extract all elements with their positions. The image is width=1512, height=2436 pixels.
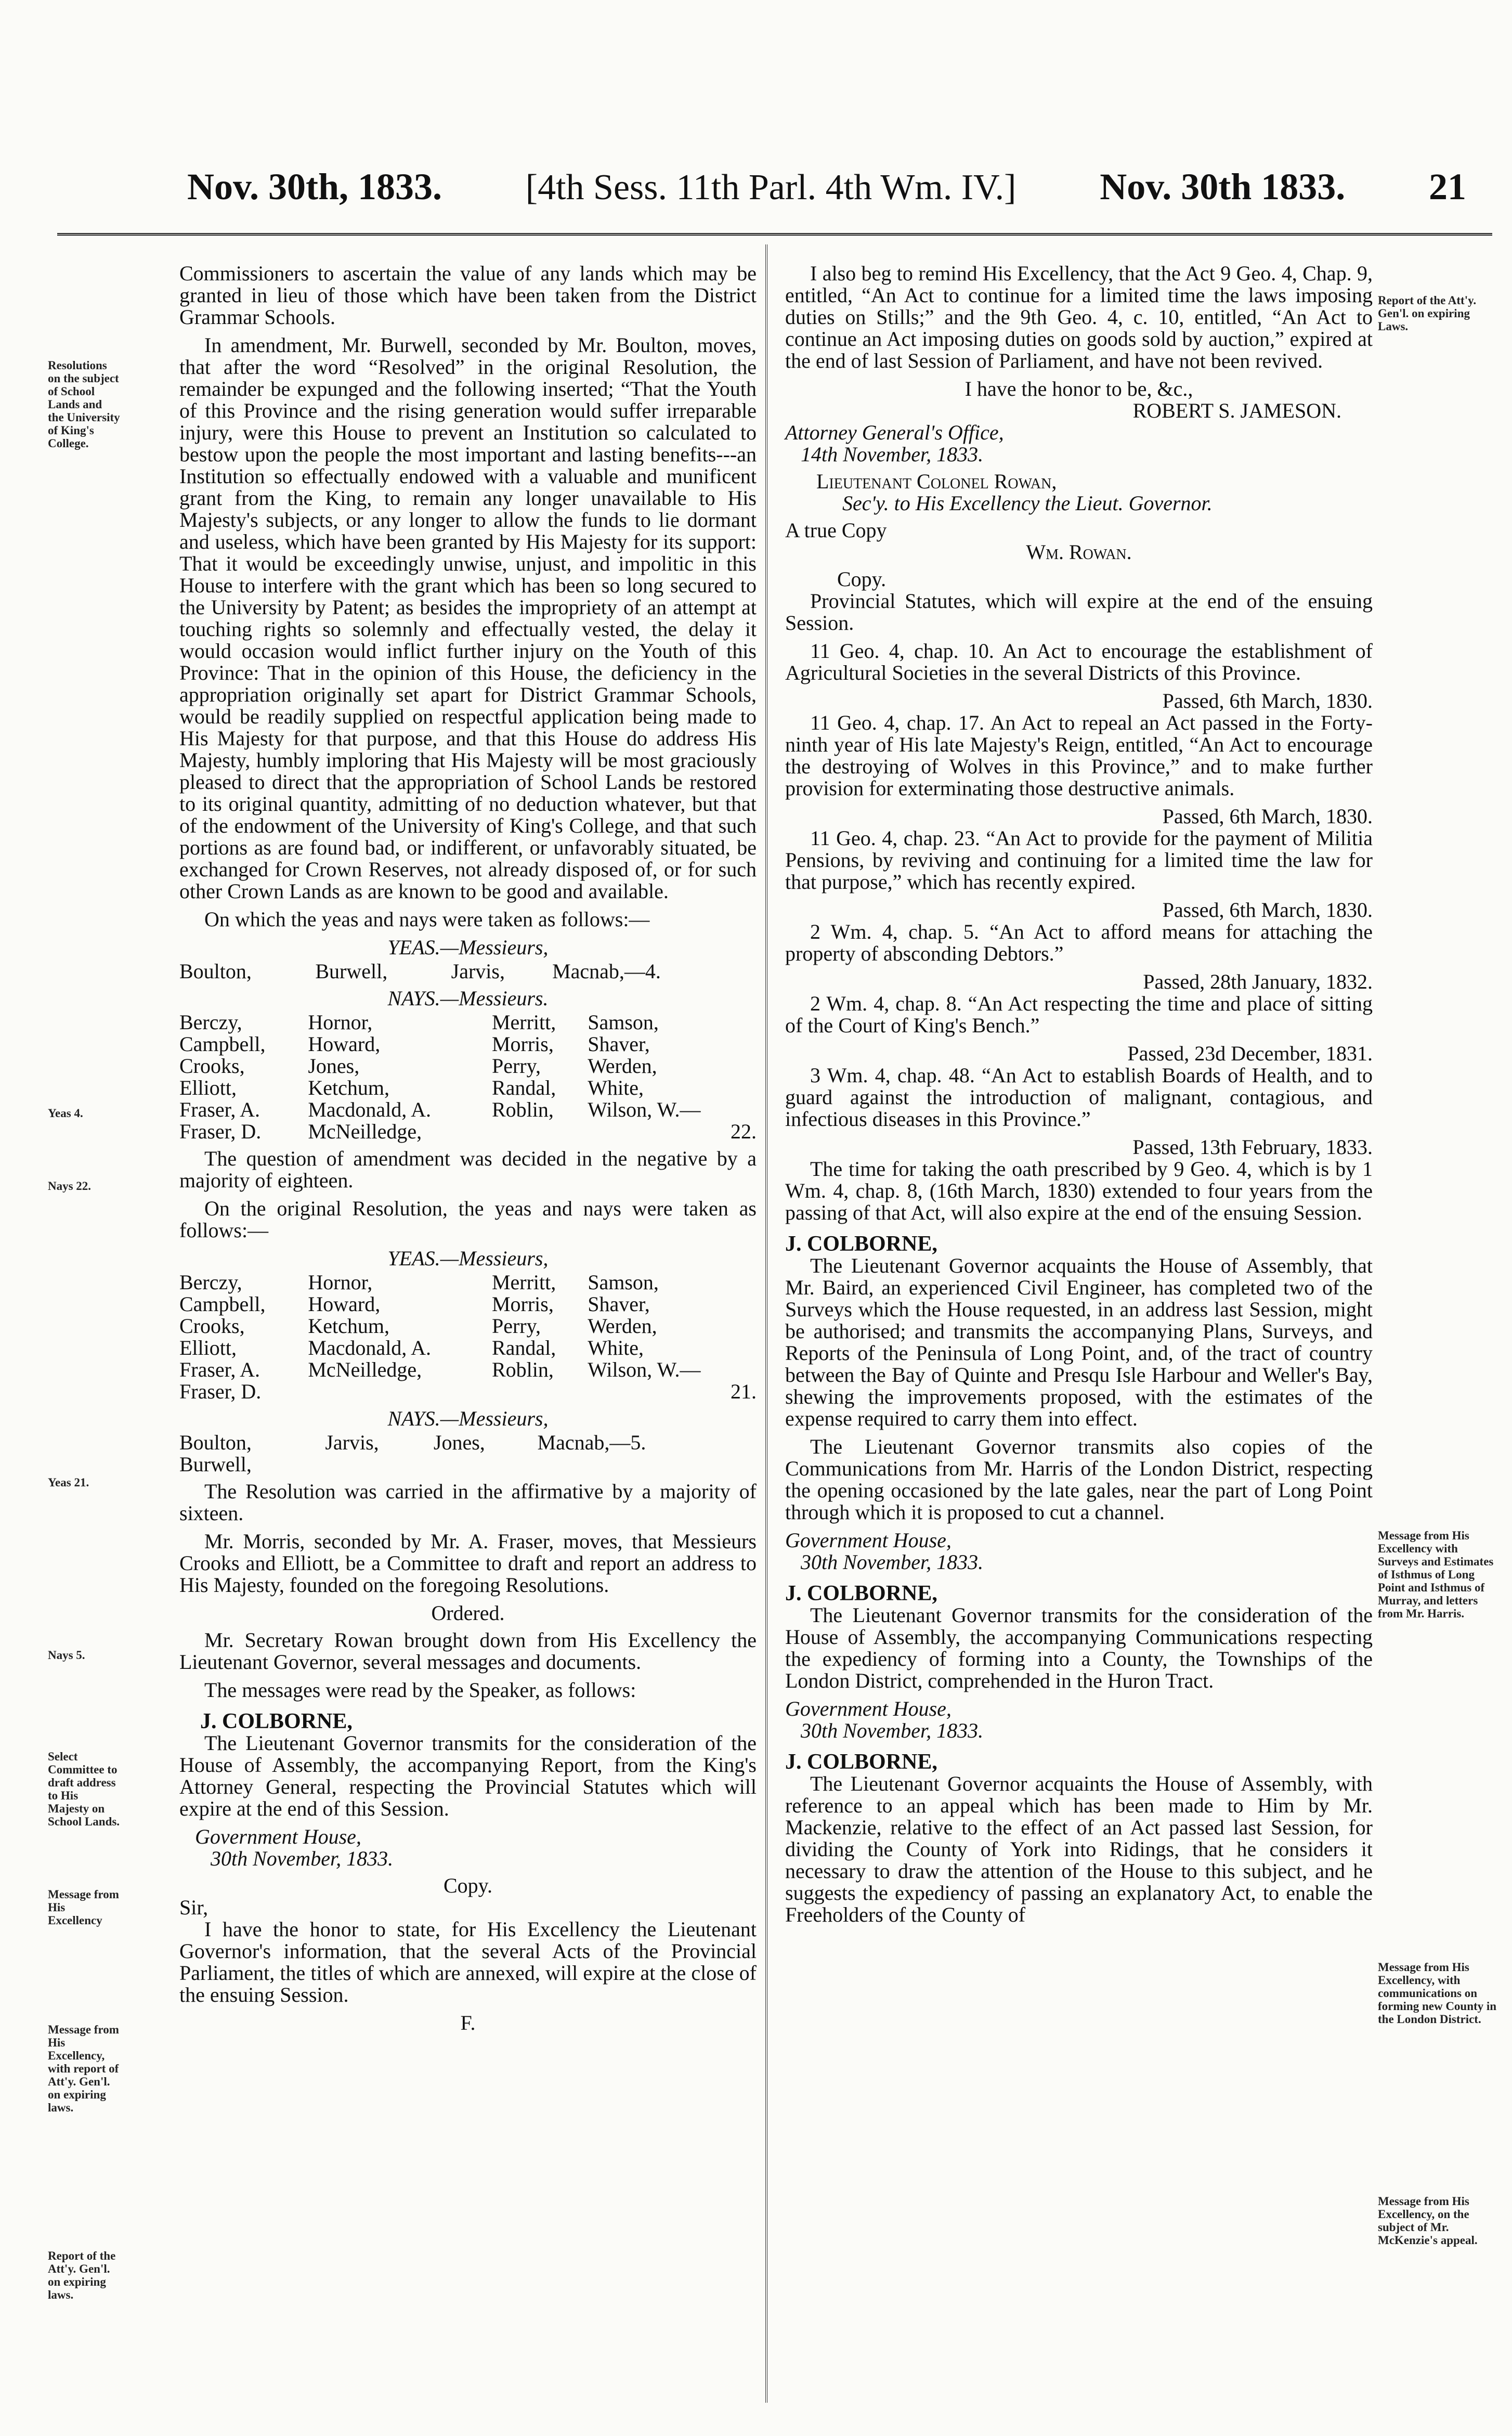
- vote-table: [179, 961, 757, 982]
- margin-note: Message from His Excellency, with report of Att'y. Gen'l. on expiring laws.: [48, 2023, 119, 2114]
- vote-name: Jarvis,: [325, 1431, 379, 1454]
- paragraph: I also beg to remind His Excellency, that the Act 9 Geo. 4, Chap. 9, entitled, “An Act to continue for a limited time the laws imposing duties on Stills;” and the 9th Geo. 4, c. 10, entitled, “An Act to continue an Act imposing duties on goods sold by auction,” expired at the end of last Session of Parliament, and have not been revived.: [785, 262, 1373, 372]
- margin-note: Message from His Excellency with Surveys and Estimates of Isthmus of Long Point and Isthmus of Murray, and letters from Mr. Harris.: [1378, 1529, 1494, 1620]
- vote-name: Boulton,: [179, 1431, 252, 1454]
- vote-name: Jones,: [308, 1054, 360, 1078]
- table-row: [179, 1454, 757, 1475]
- vote-name: McNeilledge,: [308, 1120, 422, 1143]
- place: Government House,: [785, 1528, 951, 1552]
- header-date-right: Nov. 30th 1833.: [1100, 166, 1346, 208]
- vote-name: [308, 1381, 492, 1403]
- vote-name: Hornor,: [308, 1271, 373, 1294]
- right-column: [785, 263, 1373, 1932]
- act-entry: 2 Wm. 4, chap. 5. “An Act to afford means for attaching the property of absconding Debtors.”: [785, 920, 1373, 965]
- vote-name: Campbell,: [179, 1292, 266, 1316]
- date: 30th November, 1833.: [801, 1719, 984, 1742]
- vote-name: Burwell,: [315, 960, 388, 983]
- table-row: [179, 1359, 757, 1381]
- left-column: [179, 263, 757, 2034]
- date: 30th November, 1833.: [801, 1550, 984, 1574]
- vote-name: Ketchum,: [308, 1076, 389, 1099]
- vote-name: Fraser, A.: [179, 1358, 260, 1381]
- vote-name: Campbell,: [179, 1032, 266, 1056]
- paragraph: The Lieutenant Governor transmits for the consideration of the House of Assembly, the accompanying Report, from the King's Attorney General, respecting the Provincial Statutes which will expire at the end of this Session.: [179, 1731, 757, 1820]
- table-row: [179, 1381, 757, 1403]
- vote-name: [492, 1381, 588, 1403]
- vote-name: Ketchum,: [308, 1314, 389, 1338]
- header-date-left: Nov. 30th, 1833.: [187, 166, 442, 208]
- vote-name: Jarvis,: [451, 960, 505, 983]
- paragraph: Provincial Statutes, which will expire at the end of the ensuing Session.: [785, 589, 1373, 634]
- vote-name: Fraser, D.: [179, 1380, 262, 1403]
- vote-name: Shaver,: [588, 1292, 650, 1316]
- vote-heading: NAYS.—Messieurs,: [387, 1407, 549, 1430]
- vote-name: Jones,: [433, 1431, 485, 1454]
- table-row: [179, 1012, 757, 1033]
- paragraph: The Lieutenant Governor transmits for the consideration of the House of Assembly, the accompanying Communications respecting the expediency of forming into a County, the Townships of the London District, comprehended in the Huron Tract.: [785, 1603, 1373, 1692]
- paragraph: The Lieutenant Governor transmits also copies of the Communications from Mr. Harris of the London District, respecting the opening occasioned by the late gales, near the part of Long Point through which it is proposed to cut a channel.: [785, 1435, 1373, 1524]
- signature: J. COLBORNE,: [785, 1582, 937, 1605]
- table-row: [179, 1293, 757, 1315]
- act-entry: 3 Wm. 4, chap. 48. “An Act to establish Boards of Health, and to guard against the introduction of malignant, contagious, and infectious diseases in this Province.”: [785, 1064, 1373, 1131]
- paragraph: The Resolution was carried in the affirmative by a majority of sixteen.: [179, 1480, 757, 1525]
- act-passed: Passed, 13th February, 1833.: [1132, 1135, 1373, 1159]
- margin-note: Select Committee to draft address to His Majesty on School Lands.: [48, 1750, 120, 1828]
- vote-name: Morris,: [491, 1032, 554, 1056]
- paragraph: The question of amendment was decided in the negative by a majority of eighteen.: [179, 1147, 757, 1192]
- vote-heading: NAYS.—Messieurs.: [387, 987, 549, 1010]
- vote-table: [179, 1012, 757, 1143]
- addressee-title: Sec'y. to His Excellency the Lieut. Governor.: [842, 491, 1213, 515]
- act-passed: Passed, 23d December, 1831.: [1127, 1042, 1373, 1065]
- place: Attorney General's Office,: [785, 421, 1004, 444]
- table-row: [179, 1033, 757, 1055]
- vote-total: 22.: [731, 1120, 757, 1143]
- margin-note: Nays 22.: [48, 1180, 92, 1193]
- vote-name: Samson,: [588, 1271, 659, 1294]
- vote-name: McNeilledge,: [308, 1358, 422, 1381]
- salutation: Sir,: [179, 1896, 208, 1919]
- signature: J. COLBORNE,: [785, 1750, 937, 1774]
- vote-name: Macnab,—4.: [552, 960, 661, 983]
- true-copy: A true Copy: [785, 519, 887, 542]
- vote-name: Roblin,: [491, 1358, 554, 1381]
- paragraph: Commissioners to ascertain the value of any lands which may be granted in lieu of those which have been taken from the District Grammar Schools.: [179, 262, 757, 329]
- vote-name: Crooks,: [179, 1314, 245, 1338]
- closing: I have the honor to be, &c.,: [964, 377, 1193, 400]
- margin-note: Message from His Excellency, with communications on forming new County in the London District.: [1378, 1961, 1497, 2026]
- vote-name: Elliott,: [179, 1336, 237, 1359]
- header-session: [4th Sess. 11th Parl. 4th Wm. IV.]: [525, 167, 1016, 208]
- vote-name: Elliott,: [179, 1076, 237, 1099]
- paragraph: The time for taking the oath prescribed by 9 Geo. 4, which is by 1 Wm. 4, chap. 8, (16th March, 1830) extended to four years from the passing of that Act, will also expire at the end of the ensuing Session.: [785, 1157, 1373, 1224]
- margin-note: Message from His Excellency, on the subject of Mr. McKenzie's appeal.: [1378, 2195, 1478, 2247]
- vote-name: Merritt,: [491, 1010, 556, 1034]
- vote-table: [179, 1432, 757, 1475]
- table-row: [179, 1055, 757, 1077]
- paragraph: On the original Resolution, the yeas and nays were taken as follows:—: [179, 1197, 757, 1242]
- table-row: [179, 1315, 757, 1337]
- table-row: [179, 1432, 757, 1454]
- vote-name: Wilson, W.—: [588, 1098, 701, 1121]
- act-entry: 2 Wm. 4, chap. 8. “An Act respecting the time and place of sitting of the Court of King's Bench.”: [785, 992, 1373, 1037]
- vote-table: [179, 1272, 757, 1403]
- column-divider: [765, 244, 767, 2403]
- table-row: [179, 961, 757, 982]
- signature: J. COLBORNE,: [785, 1232, 937, 1256]
- vote-name: Macdonald, A.: [308, 1098, 431, 1121]
- vote-name: Wilson, W.—: [588, 1358, 701, 1381]
- paragraph: On which the yeas and nays were taken as follows:—: [204, 908, 650, 931]
- footer-mark: F.: [460, 2011, 476, 2035]
- vote-name: [492, 1121, 588, 1143]
- paragraph: The messages were read by the Speaker, as follows:: [204, 1678, 636, 1702]
- margin-note: Report of the Att'y. Gen'l. on expiring laws.: [48, 2249, 116, 2301]
- table-row: [179, 1077, 757, 1099]
- act-entry: 11 Geo. 4, chap. 10. An Act to encourage the establishment of Agricultural Societies in the several Districts of this Province.: [785, 639, 1373, 684]
- vote-name: Berczy,: [179, 1271, 242, 1294]
- vote-name: Fraser, A.: [179, 1098, 260, 1121]
- vote-name: White,: [588, 1336, 644, 1359]
- act-entry: 11 Geo. 4, chap. 17. An Act to repeal an Act passed in the Forty-ninth year of His late Majesty's Reign, entitled, “An Act to encourage the destroying of Wolves in this Province,” and to make further provision for exterminating those destructive animals.: [785, 711, 1373, 800]
- page-header: [78, 165, 1482, 212]
- vote-name: Samson,: [588, 1010, 659, 1034]
- vote-name: White,: [588, 1076, 644, 1099]
- paragraph: The Lieutenant Governor acquaints the House of Assembly, with reference to an appeal which has been made to Him by Mr. Mackenzie, relative to the effect of an Act passed last Session, for dividing the County of York into Ridings, that he considers it necessary to draw the attention of the House to this subject, and he suggests the expediency of passing an explanatory Act, to enable the Freeholders of the County of: [785, 1772, 1373, 1926]
- table-row: [179, 1337, 757, 1359]
- act-passed: Passed, 6th March, 1830.: [1162, 898, 1373, 922]
- paragraph: I have the honor to state, for His Excellency the Lieutenant Governor's information, that the several Acts of the Provincial Parliament, the titles of which are annexed, will expire at the close of the ensuing Session.: [179, 1917, 757, 2006]
- vote-heading: YEAS.—Messieurs,: [387, 1247, 549, 1270]
- vote-name: Fraser, D.: [179, 1120, 262, 1143]
- vote-name: Macdonald, A.: [308, 1336, 431, 1359]
- ordered: Ordered.: [431, 1601, 505, 1625]
- paragraph: Mr. Secretary Rowan brought down from His Excellency the Lieutenant Governor, several messages and documents.: [179, 1628, 757, 1674]
- vote-name: Howard,: [308, 1292, 381, 1316]
- paragraph: In amendment, Mr. Burwell, seconded by Mr. Boulton, moves, that after the word “Resolved” in the original Resolution, the remainder be expunged and the following inserted; “That the Youth of this Province and the rising generation would suffer irreparable injury, were this House to prevent an Institution so calculated to bestow upon the people the most important and lasting benefits---an Institution so effectually endowed with a valuable and munificent grant from the King, to remain any longer unavailable to His Majesty's subjects, or any longer to allow the funds to lie dormant and useless, which have been granted by His Majesty for its support: That it would be exceedingly unwise, unjust, and impolitic in this House to interfere with the grant which has been so long secured to the University by Patent; as besides the impropriety of an attempt at touching rights so solemnly and effectually vested, the delay it would occasion would inflict further injury on the Youth of this Province: That in the opinion of this House, the deficiency in the appropriation originally set apart for District Grammar Schools, would be readily supplied on respectful application being made to His Majesty for that purpose, and that this House do address His Majesty, humbly imploring that His Majesty will be most graciously pleased to direct that the appropriation of School Lands be restored to its original quantity, admitting of no deduction whatever, but that of the endowment of the University of King's College, and that such portions as are found bad, or indifferent, or unfavorably situated, be exchanged for Crown Reserves, not already disposed of, or for such other Crown Lands as are known to be good and available.: [179, 333, 757, 903]
- vote-name: Shaver,: [588, 1032, 650, 1056]
- vote-name: Burwell,: [179, 1453, 252, 1476]
- date: 30th November, 1833.: [211, 1847, 394, 1870]
- copy-label: Copy.: [837, 567, 887, 591]
- vote-name: Randal,: [491, 1076, 556, 1099]
- table-row: [179, 1121, 757, 1143]
- margin-note: Nays 5.: [48, 1649, 85, 1662]
- header-rule: [57, 233, 1492, 236]
- vote-name: Roblin,: [491, 1098, 554, 1121]
- paragraph: The Lieutenant Governor acquaints the House of Assembly, that Mr. Baird, an experienced Civil Engineer, has completed two of the Surveys which the House requested, in an address last Session, might be authorised; and transmits the accompanying Plans, Surveys, and Reports of the Peninsula of Long Point, and, of the tract of country between the Bay of Quinte and Presqu Isle Harbour and Weller's Bay, shewing the improvements proposed, with the estimates of the expense required to carry them into effect.: [785, 1254, 1373, 1430]
- signature: J. COLBORNE,: [200, 1709, 353, 1733]
- margin-note: Report of the Att'y. Gen'l. on expiring Laws.: [1378, 294, 1477, 333]
- paragraph: Mr. Morris, seconded by Mr. A. Fraser, moves, that Messieurs Crooks and Elliott, be a Committee to draft and report an address to His Majesty, founded on the foregoing Resolutions.: [179, 1530, 757, 1597]
- vote-name: Perry,: [491, 1314, 541, 1338]
- vote-name: Randal,: [491, 1336, 556, 1359]
- margin-note: Yeas 21.: [48, 1476, 89, 1489]
- act-entry: 11 Geo. 4, chap. 23. “An Act to provide for the payment of Militia Pensions, by reviving and continuing for a limited time the law for that purpose,” which has recently expired.: [785, 826, 1373, 893]
- table-row: [179, 1272, 757, 1293]
- vote-heading: YEAS.—Messieurs,: [387, 936, 549, 959]
- vote-name: Boulton,: [179, 960, 252, 983]
- margin-note: Message from His Excellency: [48, 1888, 119, 1927]
- copy-label: Copy.: [443, 1874, 493, 1897]
- margin-note: Yeas 4.: [48, 1107, 83, 1120]
- vote-name: Hornor,: [308, 1010, 373, 1034]
- act-passed: Passed, 6th March, 1830.: [1162, 689, 1373, 712]
- table-row: [179, 1099, 757, 1121]
- vote-name: Werden,: [588, 1054, 657, 1078]
- place: Government House,: [785, 1697, 951, 1720]
- vote-name: Perry,: [491, 1054, 541, 1078]
- vote-name: Werden,: [588, 1314, 657, 1338]
- addressee: Lieutenant Colonel Rowan,: [816, 470, 1057, 493]
- act-passed: Passed, 6th March, 1830.: [1162, 805, 1373, 828]
- vote-name: Merritt,: [491, 1271, 556, 1294]
- vote-name: Howard,: [308, 1032, 381, 1056]
- vote-name: Berczy,: [179, 1010, 242, 1034]
- place: Government House,: [195, 1825, 361, 1848]
- margin-note: Resolutions on the subject of School Lands and the University of King's College.: [48, 359, 120, 450]
- vote-name: Macnab,—5.: [537, 1431, 646, 1454]
- act-passed: Passed, 28th January, 1832.: [1143, 970, 1373, 993]
- vote-name: Morris,: [491, 1292, 554, 1316]
- vote-total: 21.: [731, 1380, 757, 1403]
- copy-signer: Wm. Rowan.: [1026, 540, 1132, 564]
- vote-name: Crooks,: [179, 1054, 245, 1078]
- page-number: 21: [1429, 166, 1466, 208]
- signer: ROBERT S. JAMESON.: [1132, 399, 1341, 422]
- date: 14th November, 1833.: [801, 443, 984, 466]
